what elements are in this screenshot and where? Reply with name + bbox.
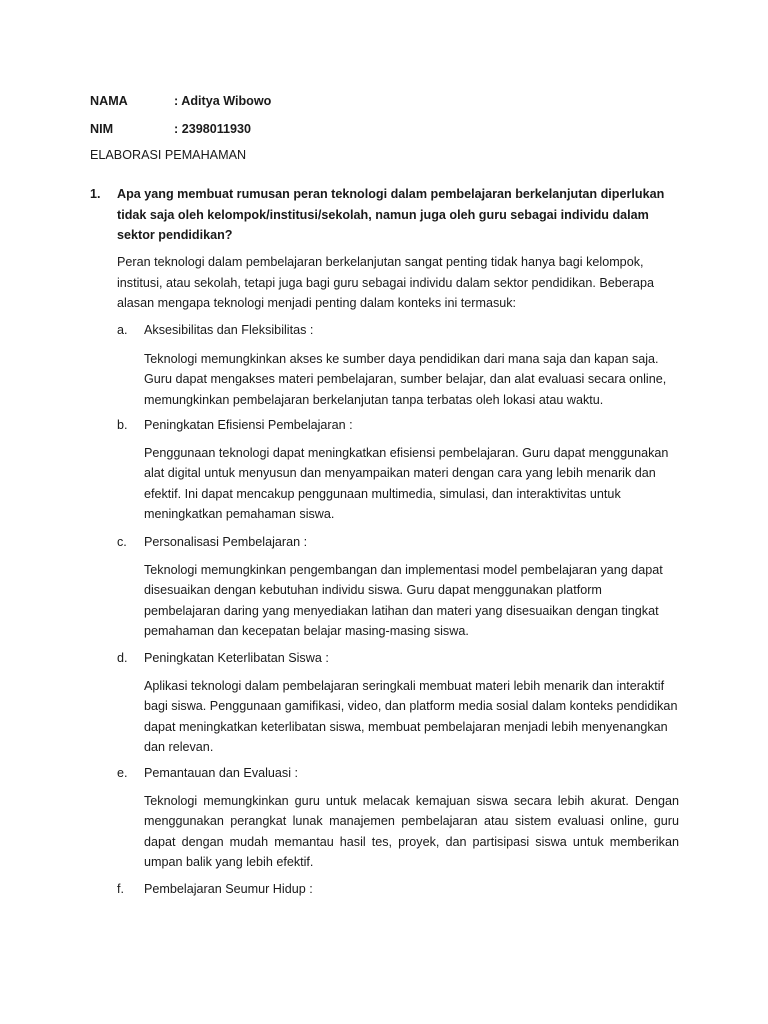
- item-letter: c.: [117, 535, 127, 549]
- item-c-body: Teknologi memungkinkan pengembangan dan implementasi model pembelajaran yang dapat disesuaikan dengan kebutuhan individu siswa. Guru dapat menggunakan platform pembelajaran daring yang menyediakan latihan dan materi yang disesuaikan dengan tingkat pemahaman dan kecepatan belajar masing-masing siswa.: [144, 563, 663, 638]
- name-label: NAMA: [90, 94, 128, 108]
- item-letter: f.: [117, 882, 124, 896]
- item-heading: Pemantauan dan Evaluasi :: [144, 766, 299, 780]
- item-letter: d.: [117, 651, 128, 665]
- question-number: 1.: [90, 187, 101, 201]
- item-heading: Peningkatan Keterlibatan Siswa :: [144, 651, 329, 665]
- question-1: [90, 184, 680, 246]
- intro-paragraph: Peran teknologi dalam pembelajaran berkelanjutan sangat penting tidak hanya bagi kelompok, institusi, atau sekolah, tetapi juga bagi guru sebagai individu dalam sektor pendidikan. Beberapa alasan mengapa teknologi menjadi penting dalam konteks ini termasuk:: [117, 255, 654, 310]
- item-heading: Peningkatan Efisiensi Pembelajaran :: [144, 418, 353, 432]
- item-heading: Pembelajaran Seumur Hidup :: [144, 882, 313, 896]
- item-b-body: Penggunaan teknologi dapat meningkatkan efisiensi pembelajaran. Guru dapat menggunakan alat digital untuk menyusun dan menyampaikan materi dengan cara yang lebih menarik dan efektif. Ini dapat mencakup penggunaan multimedia, simulasi, dan interaktivitas untuk meningkatkan pemahaman siswa.: [144, 446, 669, 521]
- item-heading: Aksesibilitas dan Fleksibilitas :: [144, 323, 314, 337]
- item-letter: b.: [117, 418, 128, 432]
- item-d-body: Aplikasi teknologi dalam pembelajaran seringkali membuat materi lebih menarik dan interaktif bagi siswa. Penggunaan gamifikasi, video, dan platform media sosial dalam konteks pendidikan dapat meningkatkan keterlibatan siswa, membuat pembelajaran menjadi lebih menyenangkan dan relevan.: [144, 679, 678, 754]
- document-title: ELABORASI PEMAHAMAN: [90, 148, 247, 162]
- item-letter: e.: [117, 766, 128, 780]
- question-text: Apa yang membuat rumusan peran teknologi dalam pembelajaran berkelanjutan diperlukan tidak saja oleh kelompok/institusi/sekolah, namun juga oleh guru sebagai individu dalam sektor pendidikan?: [117, 187, 665, 242]
- item-e-body: Teknologi memungkinkan guru untuk melacak kemajuan siswa secara lebih akurat. Dengan menggunakan perangkat lunak manajemen pembelajaran atau sistem evaluasi online, guru dapat dengan mudah memantau hasil tes, proyek, dan partisipasi siswa untuk memberikan umpan balik yang lebih efektif.: [144, 794, 679, 869]
- nim-value: : 2398011930: [174, 122, 252, 136]
- item-heading: Personalisasi Pembelajaran :: [144, 535, 308, 549]
- item-a-body: Teknologi memungkinkan akses ke sumber daya pendidikan dari mana saja dan kapan saja. Guru dapat mengakses materi pembelajaran, sumber belajar, dan alat evaluasi secara online, memungkinkan pembelajaran berkelanjutan tanpa terbatas oleh lokasi atau waktu.: [144, 352, 667, 407]
- nim-row: [90, 122, 251, 136]
- name-row: [90, 94, 271, 108]
- item-letter: a.: [117, 323, 128, 337]
- name-value: : Aditya Wibowo: [174, 94, 272, 108]
- nim-label: NIM: [90, 122, 114, 136]
